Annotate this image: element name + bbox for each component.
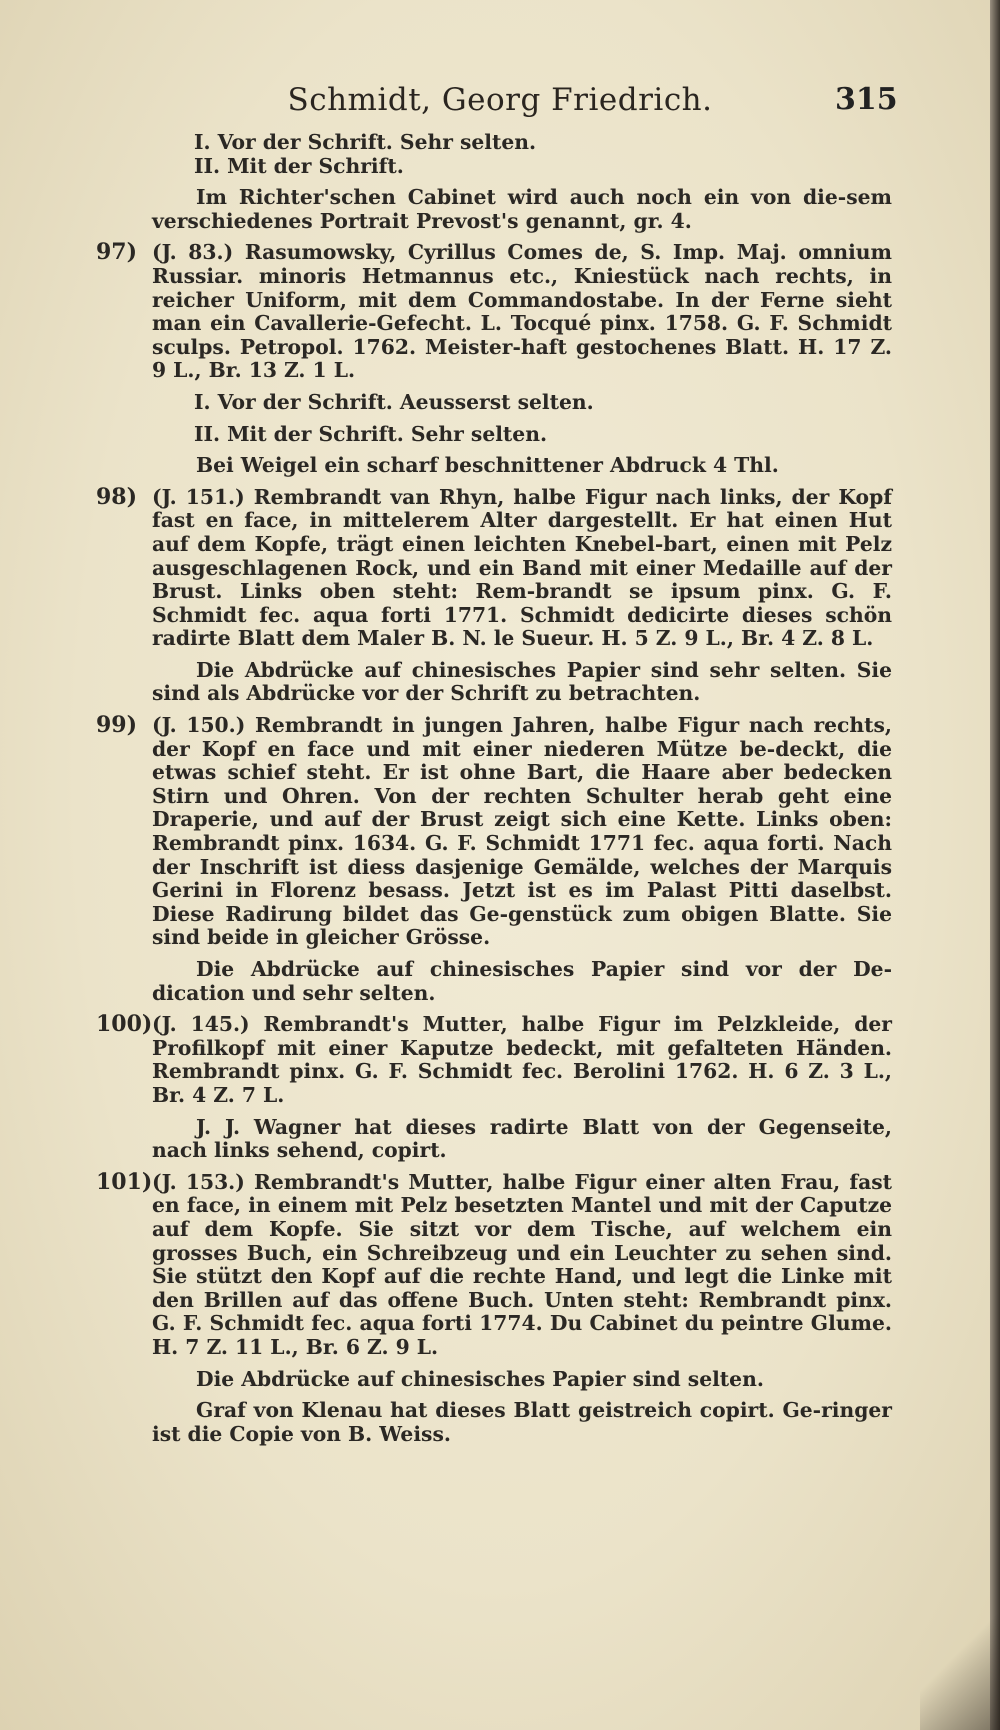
- page-body: [96, 130, 892, 1446]
- state-line: II. Mit der Schrift.: [194, 153, 404, 178]
- catalogue-entry: [96, 483, 892, 651]
- entry-description: (J. 83.) Rasumowsky, Cyrillus Comes de, S. Imp. Maj. omnium Russiar. minoris Hetmannus etc., Kniestück nach rechts, in reicher Uniform, mit dem Commandostabe. In der Ferne sieht man ein Cavallerie-Gefecht. L. Tocqué pinx. 1758. G. F. Schmidt sculps. Petropol. 1762. Meister-haft gestochenes Blatt. H. 17 Z. 9 L., Br. 13 Z. 1 L.: [152, 240, 892, 383]
- entry-number: 99): [96, 712, 138, 739]
- catalogue-entry: [96, 712, 892, 950]
- catalogue-entry: [96, 1011, 892, 1107]
- note-paragraph: Im Richter'schen Cabinet wird auch noch ein von die-sem verschiedenes Portrait Prevost's genannt, gr. 4.: [152, 185, 892, 233]
- page-number: 315: [835, 82, 898, 117]
- entry-number: 98): [96, 483, 138, 510]
- note-paragraph: Bei Weigel ein scharf beschnittener Abdruck 4 Thl.: [196, 453, 779, 478]
- note-paragraph: Die Abdrücke auf chinesisches Papier sind selten.: [196, 1366, 764, 1391]
- catalogue-entry: [96, 1168, 892, 1360]
- entry-description: (J. 150.) Rembrandt in jungen Jahren, halbe Figur nach rechts, der Kopf en face und mit einer niederen Mütze be-deckt, die etwas schief steht. Er ist ohne Bart, die Haare aber bedecken Stirn und Ohren. Von der rechten Schulter herab geht eine Draperie, und auf der Brust zeigt sich eine Kette. Links oben: Rembrandt pinx. 1634. G. F. Schmidt 1771 fec. aqua forti. Nach der Inschrift ist diess dasjenige Gemälde, welches der Marquis Gerini in Florenz besass. Jetzt ist es im Palast Pitti daselbst. Diese Radirung bildet das Ge-genstück zum obigen Blatte. Sie sind beide in gleicher Grösse.: [152, 713, 892, 950]
- note-paragraph: Die Abdrücke auf chinesisches Papier sind vor der De-dication und sehr selten.: [152, 957, 892, 1005]
- entry-number: 97): [96, 239, 138, 266]
- state-line: I. Vor der Schrift. Sehr selten.: [194, 130, 537, 154]
- entry-description: (J. 145.) Rembrandt's Mutter, halbe Figur im Pelzkleide, der Profilkopf mit einer Kaputze bedeckt, mit gefalteten Händen. Rembrandt pinx. G. F. Schmidt fec. Berolini 1762. H. 6 Z. 3 L., Br. 4 Z. 7 L.: [152, 1012, 892, 1107]
- note-paragraph: Die Abdrücke auf chinesisches Papier sind sehr selten. Sie sind als Abdrücke vor der Schrift zu betrachten.: [152, 657, 892, 706]
- running-head: [0, 82, 1000, 122]
- note-paragraph: J. J. Wagner hat dieses radirte Blatt von der Gegenseite, nach links sehend, copirt.: [152, 1114, 892, 1163]
- running-head-title: Schmidt, Georg Friedrich.: [287, 82, 713, 118]
- state-line: II. Mit der Schrift. Sehr selten.: [194, 421, 548, 446]
- state-line: I. Vor der Schrift. Aeusserst selten.: [194, 389, 594, 414]
- catalogue-entry: [96, 239, 892, 383]
- entry-description: (J. 153.) Rembrandt's Mutter, halbe Figur einer alten Frau, fast en face, in einem mit Pelz besetzten Mantel und mit der Caputze auf dem Kopfe. Sie sitzt vor dem Tische, auf welchem ein grosses Buch, ein Schreibzeug und ein Leuchter zu sehen sind. Sie stützt den Kopf auf die rechte Hand, und legt die Linke mit den Brillen auf das offene Buch. Unten steht: Rembrandt pinx. G. F. Schmidt fec. aqua forti 1774. Du Cabinet du peintre Glume. H. 7 Z. 11 L., Br. 6 Z. 9 L.: [152, 1169, 892, 1359]
- entry-number: 100): [96, 1011, 153, 1038]
- page-edge-shadow: [990, 0, 1000, 1730]
- entry-description: (J. 151.) Rembrandt van Rhyn, halbe Figur nach links, der Kopf fast en face, in mittelerem Alter dargestellt. Er hat einen Hut auf dem Kopfe, trägt einen leichten Knebel-bart, einen mit Pelz ausgeschlagenen Rock, und ein Band mit einer Medaille auf der Brust. Links oben steht: Rem-brandt se ipsum pinx. G. F. Schmidt fec. aqua forti 1771. Schmidt dedicirte dieses schön radirte Blatt dem Maler B. N. le Sueur. H. 5 Z. 9 L., Br. 4 Z. 8 L.: [152, 484, 892, 651]
- entry-number: 101): [96, 1168, 153, 1195]
- note-paragraph: Graf von Klenau hat dieses Blatt geistreich copirt. Ge-ringer ist die Copie von B. Weiss.: [152, 1398, 892, 1446]
- page-corner-shadow: [920, 1610, 1000, 1730]
